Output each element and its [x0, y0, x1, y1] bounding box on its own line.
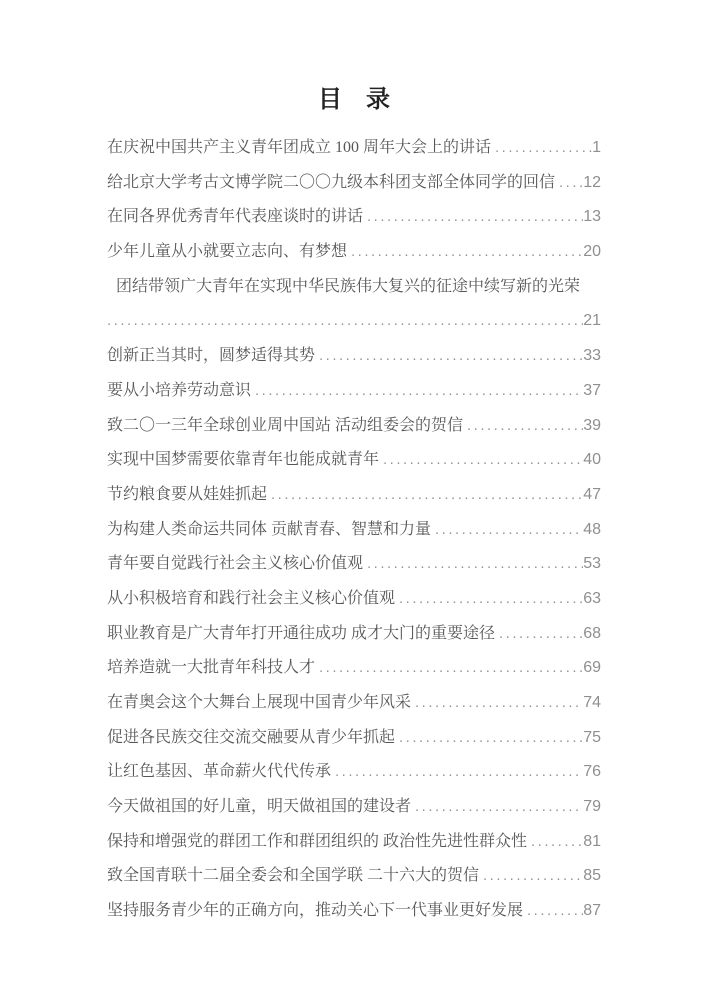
dot-leader — [395, 582, 583, 617]
toc-entry-title: 今天做祖国的好儿童，明天做祖国的建设者 — [107, 798, 412, 816]
toc-entry[interactable] — [107, 825, 601, 860]
toc-entry-page-number: 47 — [583, 485, 601, 503]
toc-entry-title: 培养造就一大批青年科技人才 — [107, 659, 316, 677]
toc-entry[interactable] — [107, 478, 601, 513]
dot-leader — [555, 166, 583, 201]
dot-leader — [363, 200, 583, 235]
dot-leader — [395, 721, 583, 756]
toc-entry[interactable] — [107, 547, 601, 582]
toc-entry-page-number: 81 — [583, 832, 601, 850]
dot-leader — [523, 894, 583, 929]
toc-entry-page-number: 87 — [583, 902, 601, 920]
dot-leader — [379, 443, 583, 478]
toc-entry[interactable] — [107, 270, 601, 305]
toc-entry-page-number: 53 — [583, 555, 601, 573]
toc-entry-page-number: 85 — [583, 867, 601, 885]
toc-entry-title: 为构建人类命运共同体 贡献青春、智慧和力量 — [107, 520, 432, 538]
toc-entry-page-number: 40 — [583, 451, 601, 469]
toc-entry-page-number: 13 — [583, 208, 601, 226]
toc-entry-title: 职业教育是广大青年打开通往成功 成才大门的重要途径 — [107, 624, 496, 642]
toc-entry-title: 少年儿童从小就要立志向、有梦想 — [107, 243, 348, 261]
dot-leader — [363, 547, 583, 582]
toc-entry[interactable] — [107, 686, 601, 721]
toc-entry-page-number: 33 — [583, 347, 601, 365]
table-of-contents — [107, 131, 601, 929]
toc-entry[interactable] — [107, 409, 601, 444]
toc-entry[interactable] — [107, 235, 601, 270]
page-title: 目 录 — [318, 87, 390, 113]
dot-leader — [527, 825, 583, 860]
toc-entry-title: 青年要自觉践行社会主义核心价值观 — [107, 555, 364, 573]
toc-entry-title: 促进各民族交往交流交融要从青少年抓起 — [107, 728, 396, 746]
toc-entry-title: 从小积极培育和践行社会主义核心价值观 — [107, 589, 396, 607]
toc-entry-page-number: 63 — [583, 589, 601, 607]
toc-entry-title: 节约粮食要从娃娃抓起 — [107, 485, 268, 503]
toc-entry[interactable] — [107, 339, 601, 374]
toc-entry-page-number: 75 — [583, 728, 601, 746]
toc-entry-page-number: 74 — [583, 694, 601, 711]
toc-entry-title: 创新正当其时，圆梦适得其势 — [107, 347, 316, 365]
dot-leader — [315, 651, 583, 686]
toc-entry[interactable] — [107, 755, 601, 790]
toc-entry[interactable] — [107, 859, 601, 894]
dot-leader — [411, 790, 583, 825]
toc-entry-title: 要从小培养劳动意识 — [107, 381, 252, 399]
toc-entry-page-number: 76 — [583, 763, 601, 781]
toc-entry[interactable] — [107, 582, 601, 617]
toc-entry[interactable] — [107, 721, 601, 756]
toc-entry-title: 团结带领广大青年在实现中华民族伟大复兴的征途中续写新的光荣 — [116, 277, 581, 295]
dot-leader — [479, 859, 583, 894]
toc-entry-page-number: 37 — [583, 381, 601, 399]
toc-entry-page-number: 79 — [583, 798, 601, 816]
toc-entry-page-number: 12 — [583, 173, 601, 191]
toc-entry[interactable] — [107, 443, 601, 478]
toc-entry[interactable] — [107, 200, 601, 235]
toc-entry[interactable] — [107, 651, 601, 686]
dot-leader — [347, 235, 583, 270]
toc-entry-title: 保持和增强党的群团工作和群团组织的 政治性先进性群众性 — [107, 832, 528, 850]
toc-entry-title: 让红色基因、革命薪火代代传承 — [107, 763, 332, 781]
dot-leader — [463, 409, 583, 444]
dot-leader — [331, 755, 583, 790]
toc-entry-title: 实现中国梦需要依靠青年也能成就青年 — [107, 451, 380, 469]
toc-entry[interactable] — [107, 374, 601, 409]
toc-entry[interactable] — [107, 790, 601, 825]
toc-entry[interactable] — [107, 131, 601, 166]
toc-entry-page-number: 48 — [583, 520, 601, 538]
toc-entry-title: 在青奥会这个大舞台上展现中国青少年风采 — [107, 694, 412, 711]
dot-leader — [267, 478, 583, 513]
toc-entry-title: 致二〇一三年全球创业周中国站 活动组委会的贺信 — [107, 416, 464, 434]
dot-leader — [411, 686, 583, 721]
toc-entry-title: 致全国青联十二届全委会和全国学联 二十六大的贺信 — [107, 867, 480, 885]
toc-entry-page-number: 1 — [592, 139, 601, 156]
toc-entry[interactable] — [107, 513, 601, 548]
toc-entry-title: 坚持服务青少年的正确方向，推动关心下一代事业更好发展 — [107, 902, 524, 920]
toc-entry-page-number: 21 — [583, 312, 601, 330]
toc-entry-page-number: 39 — [583, 416, 601, 434]
toc-entry-title: 在庆祝中国共产主义青年团成立 100 周年大会上的讲话 — [107, 139, 492, 156]
toc-entry-title: 在同各界优秀青年代表座谈时的讲话 — [107, 208, 364, 226]
dot-leader — [431, 513, 583, 548]
toc-entry-page-number: 20 — [583, 243, 601, 261]
dot-leader — [495, 617, 583, 652]
dot-leader — [107, 304, 583, 339]
toc-entry[interactable] — [107, 166, 601, 201]
dot-leader — [251, 374, 583, 409]
dot-leader — [491, 131, 592, 166]
dot-leader — [315, 339, 583, 374]
toc-entry-page-number: 69 — [583, 659, 601, 677]
toc-entry[interactable] — [107, 617, 601, 652]
toc-entry[interactable] — [107, 894, 601, 929]
toc-entry-title: 给北京大学考古文博学院二〇〇九级本科团支部全体同学的回信 — [107, 173, 556, 191]
toc-entry[interactable] — [107, 304, 601, 339]
toc-entry-page-number: 68 — [583, 624, 601, 642]
